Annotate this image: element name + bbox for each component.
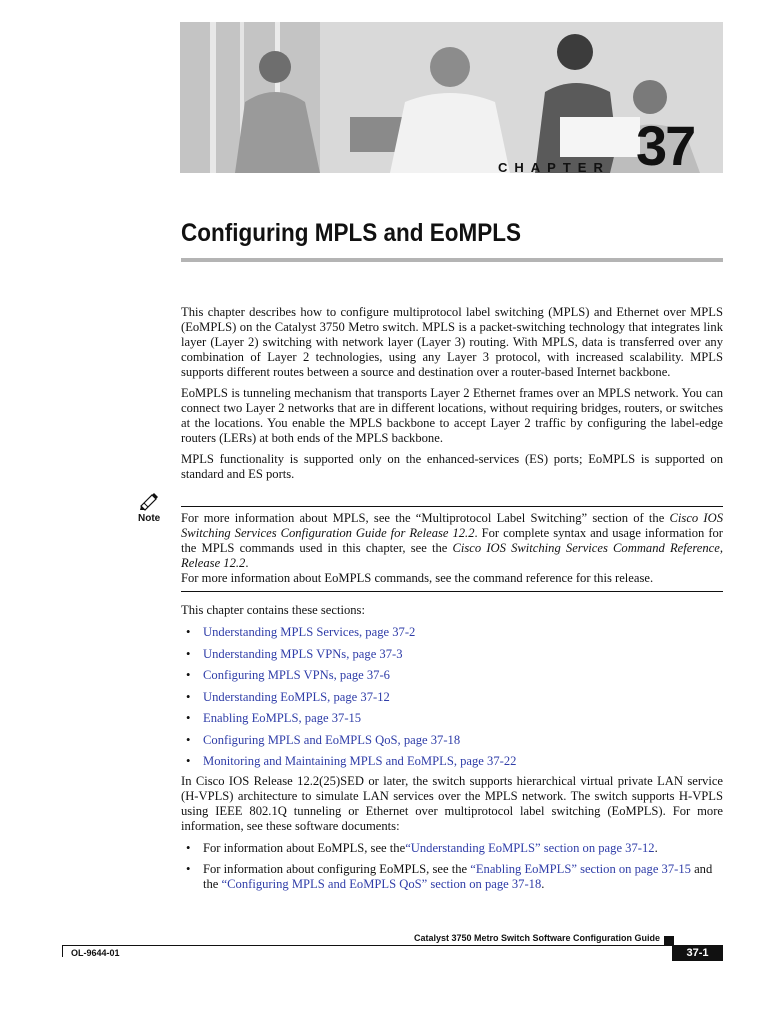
section-link-understanding-eompls[interactable]: Understanding EoMPLS, page 37-12 [203, 689, 390, 704]
bullet-icon: • [186, 711, 191, 725]
footer-guide-title: Catalyst 3750 Metro Switch Software Configuration Guide [414, 933, 661, 943]
list-item [186, 646, 726, 668]
bullet-icon: • [186, 689, 191, 704]
list-item [186, 841, 726, 856]
intro-paragraph-2: EoMPLS is tunneling mechanism that transports Layer 2 Ethernet frames over an MPLS network. You can connect two Layer 2 networks that are in different locations, without requiring bridges, routers, or switches at the locations. You enable the MPLS backbone to accept Layer 2 traffic by configuring the label-edge routers (LERs) at both ends of the MPLS backbone. [181, 386, 723, 445]
pencil-note-icon [138, 491, 160, 511]
reference-list-2 [186, 862, 726, 892]
link-enabling-eompls[interactable]: “Enabling EoMPLS” section on page 37-15 [470, 862, 691, 876]
bullet-icon: • [186, 668, 191, 682]
ref2-end: . [541, 877, 545, 891]
list-item [186, 667, 726, 689]
ref1-text: For information about EoMPLS, see the [203, 841, 406, 855]
note-divider-top [181, 506, 723, 507]
list-item [186, 732, 726, 754]
note-text-a: For more information about MPLS, see the “Multiprotocol Label Switching” section of the [181, 511, 670, 525]
note-text-line2: For more information about EoMPLS commands, see the command reference for this release. [181, 571, 654, 585]
section-link-configuring-qos[interactable]: Configuring MPLS and EoMPLS QoS, page 37-18 [203, 732, 461, 747]
list-item [186, 710, 726, 732]
chapter-number: 37 [636, 114, 695, 177]
bullet-icon: • [186, 754, 191, 768]
list-item [186, 624, 726, 646]
bullet-icon: • [186, 862, 191, 876]
reference-list-1 [186, 841, 726, 856]
ref2-mid: and the [203, 862, 713, 891]
page-title: Configuring MPLS and EoMPLS [181, 219, 521, 247]
list-item [186, 689, 726, 711]
intro-paragraph-1: This chapter describes how to configure multiprotocol label switching (MPLS) and Ethernet over MPLS (EoMPLS) on the Catalyst 3750 Metro switch. MPLS is a packet-switching technology that integrates link layer (Layer 2) switching with network layer (Layer 3) routing. With MPLS, data is transferred over any combination of Layer 2 technologies, using any Layer 3 protocol, with increased scalability. MPLS supports different routes between a source and destination over a router-based Internet backbone. [181, 305, 723, 379]
note-italic-guide: Cisco IOS Switching Services Configuration Guide for Release 12.2 [181, 511, 723, 540]
sections-intro: This chapter contains these sections: [181, 603, 365, 617]
note-text-c: . [245, 556, 249, 570]
link-configuring-qos[interactable]: “Configuring MPLS and EoMPLS QoS” section on page 37-18 [221, 877, 542, 891]
note-text-b: . For complete syntax and usage information for the MPLS commands used in this chapter, see the [181, 526, 723, 555]
bullet-icon: • [186, 646, 191, 661]
intro-paragraph-3: MPLS functionality is supported only on the enhanced-services (ES) ports; EoMPLS is supported on standard and ES ports. [181, 452, 723, 481]
bullet-icon: • [186, 732, 191, 747]
chapter-label: CHAPTER [498, 160, 610, 175]
list-item [186, 753, 726, 775]
section-link-enabling-eompls[interactable]: Enabling EoMPLS, page 37-15 [203, 711, 362, 725]
section-link-configuring-mpls-vpns[interactable]: Configuring MPLS VPNs, page 37-6 [203, 668, 390, 682]
footer-doc-number: OL-9644-01 [71, 948, 120, 958]
ref2-text: For information about configuring EoMPLS, see the [203, 862, 471, 876]
section-link-list [186, 624, 726, 775]
footer-page-number: 37-1 [672, 946, 723, 961]
hvpls-paragraph: In Cisco IOS Release 12.2(25)SED or later, the switch supports hierarchical virtual private LAN service (H-VPLS) architecture to simulate LAN services over the MPLS network. The switch supports H-VPLS using IEEE 802.1Q tunneling or Ethernet over multiprotocol label switching (EoMPLS). For more information, see these software documents: [181, 774, 723, 833]
note-text [181, 511, 723, 571]
footer-rule [62, 945, 723, 946]
note-italic-reference: Cisco IOS Switching Services Command Reference, Release 12.2 [181, 541, 723, 570]
list-item [186, 862, 726, 892]
section-link-monitoring[interactable]: Monitoring and Maintaining MPLS and EoMPLS, page 37-22 [203, 754, 517, 768]
footer-tick [62, 945, 63, 957]
title-rule [181, 258, 723, 262]
link-understanding-eompls[interactable]: “Understanding EoMPLS” section on page 37-12 [405, 841, 655, 855]
ref1-end: . [654, 841, 658, 855]
bullet-icon: • [186, 625, 191, 639]
note-divider-bottom [181, 591, 723, 592]
note-label: Note [138, 513, 161, 524]
bullet-icon: • [186, 841, 191, 855]
section-link-understanding-mpls-services[interactable]: Understanding MPLS Services, page 37-2 [203, 625, 416, 639]
section-link-understanding-mpls-vpns[interactable]: Understanding MPLS VPNs, page 37-3 [203, 646, 403, 661]
